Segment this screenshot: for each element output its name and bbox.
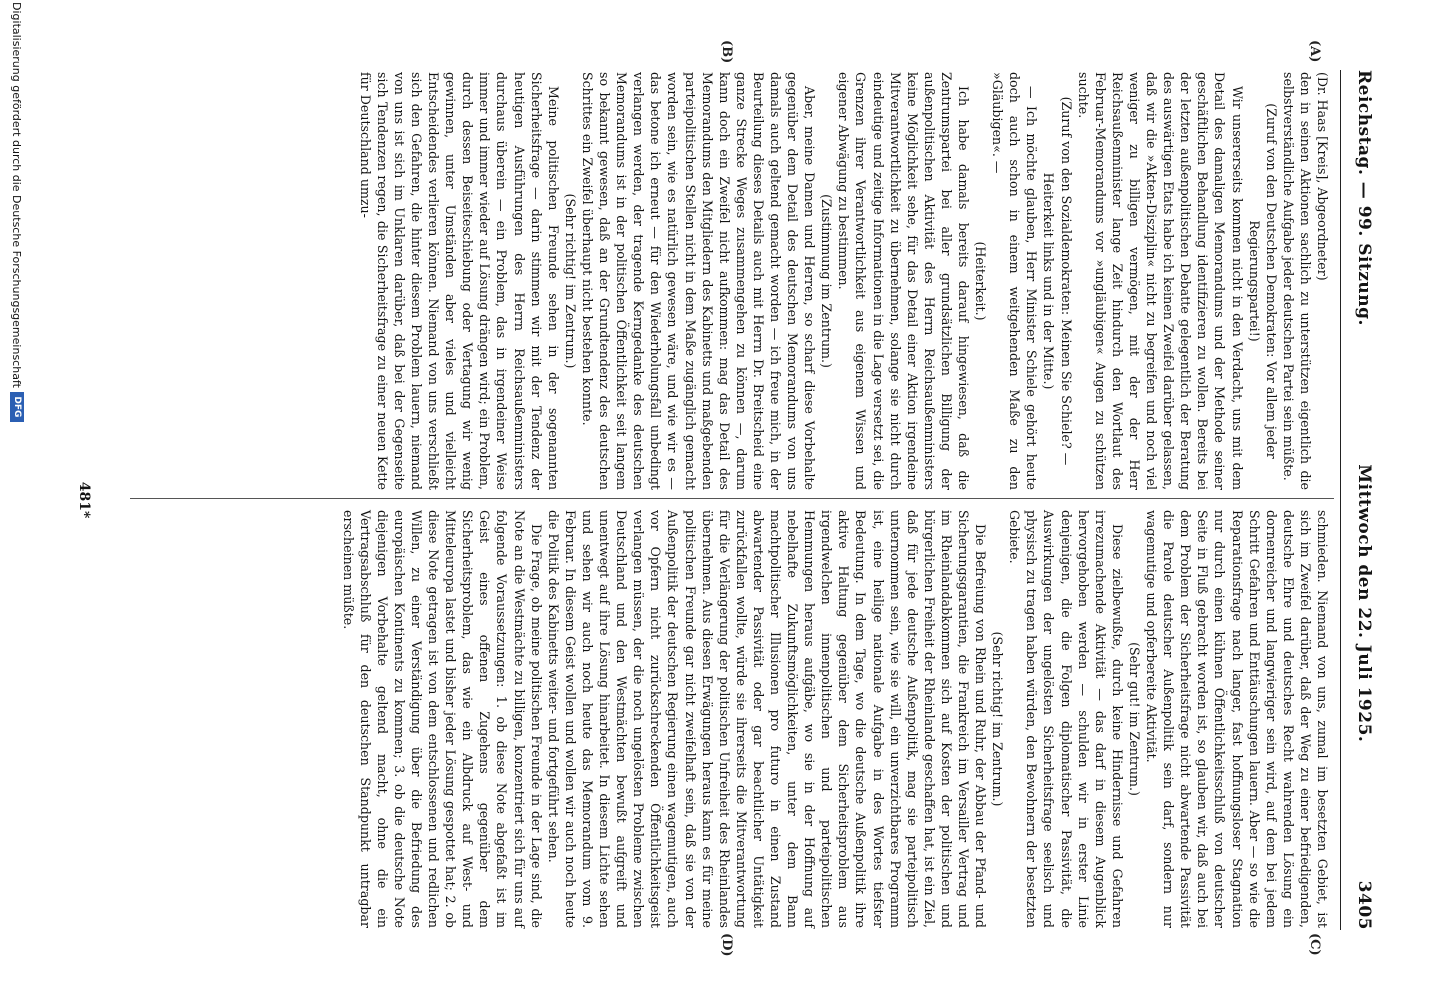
interjection: (Zuruf von den Deutschen Demokraten: Vor allem jeder Regierungspartei!) (1246, 103, 1279, 459)
paragraph: Ich habe damals bereits darauf hingewiesen, daß die Zentrumspartei bei aller grundsätzlichen Billigung der außenpolitischen Aktivität des Herrn Reichsaußenministers keine Möglichkeit sehe, für das Detail einer Aktion irgendeine Mitverantwortlichkeit zu übernehmen, solange sie nicht durch eindeutige und zeitige Informationen in die Lage versetzt sei, die Grenzen ihrer Verantwortlichkeit aus eigenem Wissen und eigener Abwägung zu bestimmen. (836, 72, 972, 490)
interjection: (Sehr richtig! im Zentrum.) (562, 193, 578, 369)
running-header (1344, 70, 1384, 930)
paragraph: Die Befreiung von Rhein und Ruhr, der Abbau der Pfand- und Sicherungsgarantien, die Frankreich im Versailler Vertrag und im Rheinlandabkommen sich auf Kosten der politischen und bürgerlichen Freiheit der Rheinlande geschaffen hat, ist ein Ziel, daß für jede deutsche Außenpolitik, mag sie parteipolitisch unternommen sein, wie sie will, ein unverzichtbares Programm ist, eine heilige nationale Aufgabe in des Wortes tiefster Bedeutung. In dem Tage, wo die deutsche Außenpolitik ihre aktive Haltung gegenüber dem Sicherheitsproblem aus irgendwelchen innenpolitischen und parteipolitischen Hemmungen heraus aufgäbe, wo sie in der Hoffnung auf nebelhafte Zukunftsmöglichkeiten, unter dem Bann machtpolitischer Illusionen pro futuro in einen Zustand abwartender Passivität oder gar beachtlicher Untätigkeit zurückfallen wollte, würde sie ihrerseits die Mitverantwortung für die Verlängerung der politischen Unfreiheit des Rheinlandes übernehmen. Aus diesen Erwägungen heraus kann es für meine politischen Freunde gar nicht zweifelhaft sein, daß sie von der Außenpolitik der deutschen Regierung einen wagemutigen, auch vor Opfern nicht zurückschreckenden Öffentlichkeitsgeist verlangen müssen, der die noch ungelösten Probleme zwischen Deutschland und den Westmächten bewußt aufgreift und unentwegt auf ihre Lösung hinarbeitet. In diesem Lichte sehen und sehen wir auch noch heute das Memorandum vom 9. Februar. In diesem Geist wollen und wollen wir auch noch heute die Politik des Kabinetts weiter- und fortgeführt sehen. (545, 510, 989, 928)
page-number: 3405 (1354, 880, 1374, 930)
margin-marker-a: (A) (1307, 40, 1322, 63)
interjection: (Zustimmung im Zentrum.) (819, 194, 835, 368)
paragraph: Die Frage, ob meine politischen Freunde in der Lage sind, die Note an die Westmächte zu billigen, konzentriert sich für uns auf folgende Voraussetzungen: 1. ob diese Note abgefaßt ist im Geist eines offenen Zugehens gegenüber dem Sicherheitsproblem, das wie ein Albdruck auf West- und Mitteleuropa lastet und bisher jeder Lösung gespottet hat; 2. ob diese Note getragen ist von dem entschlossenen und redlichen Willen, zu einer Verständigung über die Befriedung des europäischen Kontinents zu kommen; 3. ob die deutsche Note diejenigen Vorbehalte geltend macht, ohne die ein Vertragsabschluß für den deutschen Standpunkt untragbar erscheinen müßte. (340, 510, 544, 928)
header-center: Mittwoch den 22. Juli 1925. (1354, 464, 1374, 743)
header-left: Reichstag. — 99. Sitzung. (1354, 70, 1374, 326)
left-column (357, 72, 1331, 490)
margin-marker-c: (C) (1307, 933, 1322, 956)
credit-text: Digitalisierung gefördert durch die Deutsche Forschungsgemeinschaft (10, 2, 24, 388)
interjection: (Heiterkeit.) (973, 241, 989, 321)
folio-number: 481* (76, 481, 92, 519)
interjection: (Zuruf von den Sozialdemokraten: Meinen Sie Schiele? — Heiterkeit links und in der Mitte.) (1041, 96, 1074, 466)
paragraph: (Dr. Haas [Kreis], Abgeordneter) (1315, 72, 1330, 281)
paragraph: Meine politischen Freunde sehen in der sogenannten Sicherheitsfrage — darin stimmen wir mit der Tendenz der heutigen Ausführungen des Herrn Reichsaußenministers durchaus überein — ein Problem, das in irgendeiner Weise immer und immer wieder auf Lösung drängen wird; ein Problem, durch dessen Beiseiteschiebung oder Vertagung wir wenig gewinnen, unter Umständen aber vieles und vielleicht Entscheidendes verlieren können. Niemand von uns verschließt sich den Gefahren, die hinter diesem Problem lauern, niemand von uns ist sich im Unklaren darüber, daß bei der Gegenseite sich Tendenzen regen, die Sicherheitsfrage zu einer neuen Kette für Deutschland umzu- (357, 72, 561, 490)
right-column (340, 510, 1331, 928)
interjection: (Sehr richtig! im Zentrum.) (990, 631, 1006, 807)
header-rule (1340, 70, 1341, 930)
paragraph: Diese zielbewußte, durch keine Hindernisse und Gefahren irrezumachende Aktivität — das darf in diesem Augenblick hervorgehoben werden — schulden wir in erster Linie denjenigen, die die Folgen diplomatischer Passivität, die Auswirkungen der ungelösten Sicherheitsfrage seelisch und physisch zu tragen haben würden, den Bewohnern der besetzten Gebiete. (1007, 510, 1125, 928)
dfg-logo: DFG (10, 392, 24, 422)
interjection: (Sehr gut! im Zentrum.) (1126, 642, 1142, 796)
paragraph: Wir unsererseits kommen nicht in den Verdacht, uns mit dem Detail des damaligen Memorandums und der Methode seiner geschäftlichen Behandlung identifizieren zu wollen. Bereits bei der letzten außenpolitischen Debatte gelegentlich der Beratung des auswärtigen Etats habe ich keinen Zweifel darüber gelassen, daß wir die »Akten-Disziplin« nicht zu begreifen und noch viel weniger zu billigen vermögen, mit der der Herr Reichsaußenminister lange Zeit hindurch den Wortlaut des Februar-Memorandums vor »ungläubigen« Augen zu schützen suchte. (1075, 72, 1245, 490)
margin-marker-b: (B) (719, 40, 734, 64)
paragraph: Aber, meine Damen und Herren, so scharf diese Vorbehalte gegenüber dem Detail des deutschen Memorandums von uns damals auch geltend gemacht worden — ich freue mich, in der Beurteilung dieses Details auch mit Herrn Dr. Breitscheid eine ganze Strecke Weges zusammengehen zu können —, darum kann doch ein Zweifel nicht aufkommen: mag das Detail des Memorandums den Mitgliedern des Kabinetts und maßgebenden parteipolitischen Stellen nicht in dem Maße zugänglich gemacht worden sein, wie es natürlich gewesen wäre, und wie wir es — das betone ich erneut — für den Wiederholungsfall unbedingt verlangen werden, der tragende Kerngedanke des deutschen Memorandums ist in der politischen Öffentlichkeit seit langem so bekannt gewesen, daß an der Grundtendenz des deutschen Schrittes ein Zweifel überhaupt nicht bestehen konnte. (579, 72, 818, 490)
digitization-credit (10, 0, 24, 1002)
column-rule (130, 498, 1334, 499)
paragraph: — Ich möchte glauben, Herr Minister Schiele gehört heute doch auch schon in einem weitgehenden Maße zu den »Gläubigen«. — (990, 72, 1040, 490)
paragraph: schmieden. Niemand von uns, zumal im besetzten Gebiet, ist sich im Zweifel darüber, daß der Weg zu einer befriedigenden, deutsche Ehre und deutsches Recht wahrenden Lösung ein dornenreicher und langwieriger sein wird, auf dem bei jedem Schritt Gefahren und Enttäuschungen lauern. Aber — so wie die Reparationsfrage nach langer, fast hoffnungsloser Stagnation nur durch einen kühnen Öffentlichkeitsschluß von deutscher Seite in Fluß gebracht worden ist, so glauben wir, daß auch bei dem Problem der Sicherheitsfrage nicht abwartende Passivität die Parole deutscher Außenpolitik sein darf, sondern nur wagemutige und opferbereite Aktivität. (1144, 510, 1330, 928)
margin-marker-d: (D) (719, 933, 734, 957)
paragraph: den in seinen Aktionen sachlich zu unterstützen eigentlich die selbstverständliche Aufgabe jeder deutschen Partei sein müßte. (1280, 72, 1313, 490)
